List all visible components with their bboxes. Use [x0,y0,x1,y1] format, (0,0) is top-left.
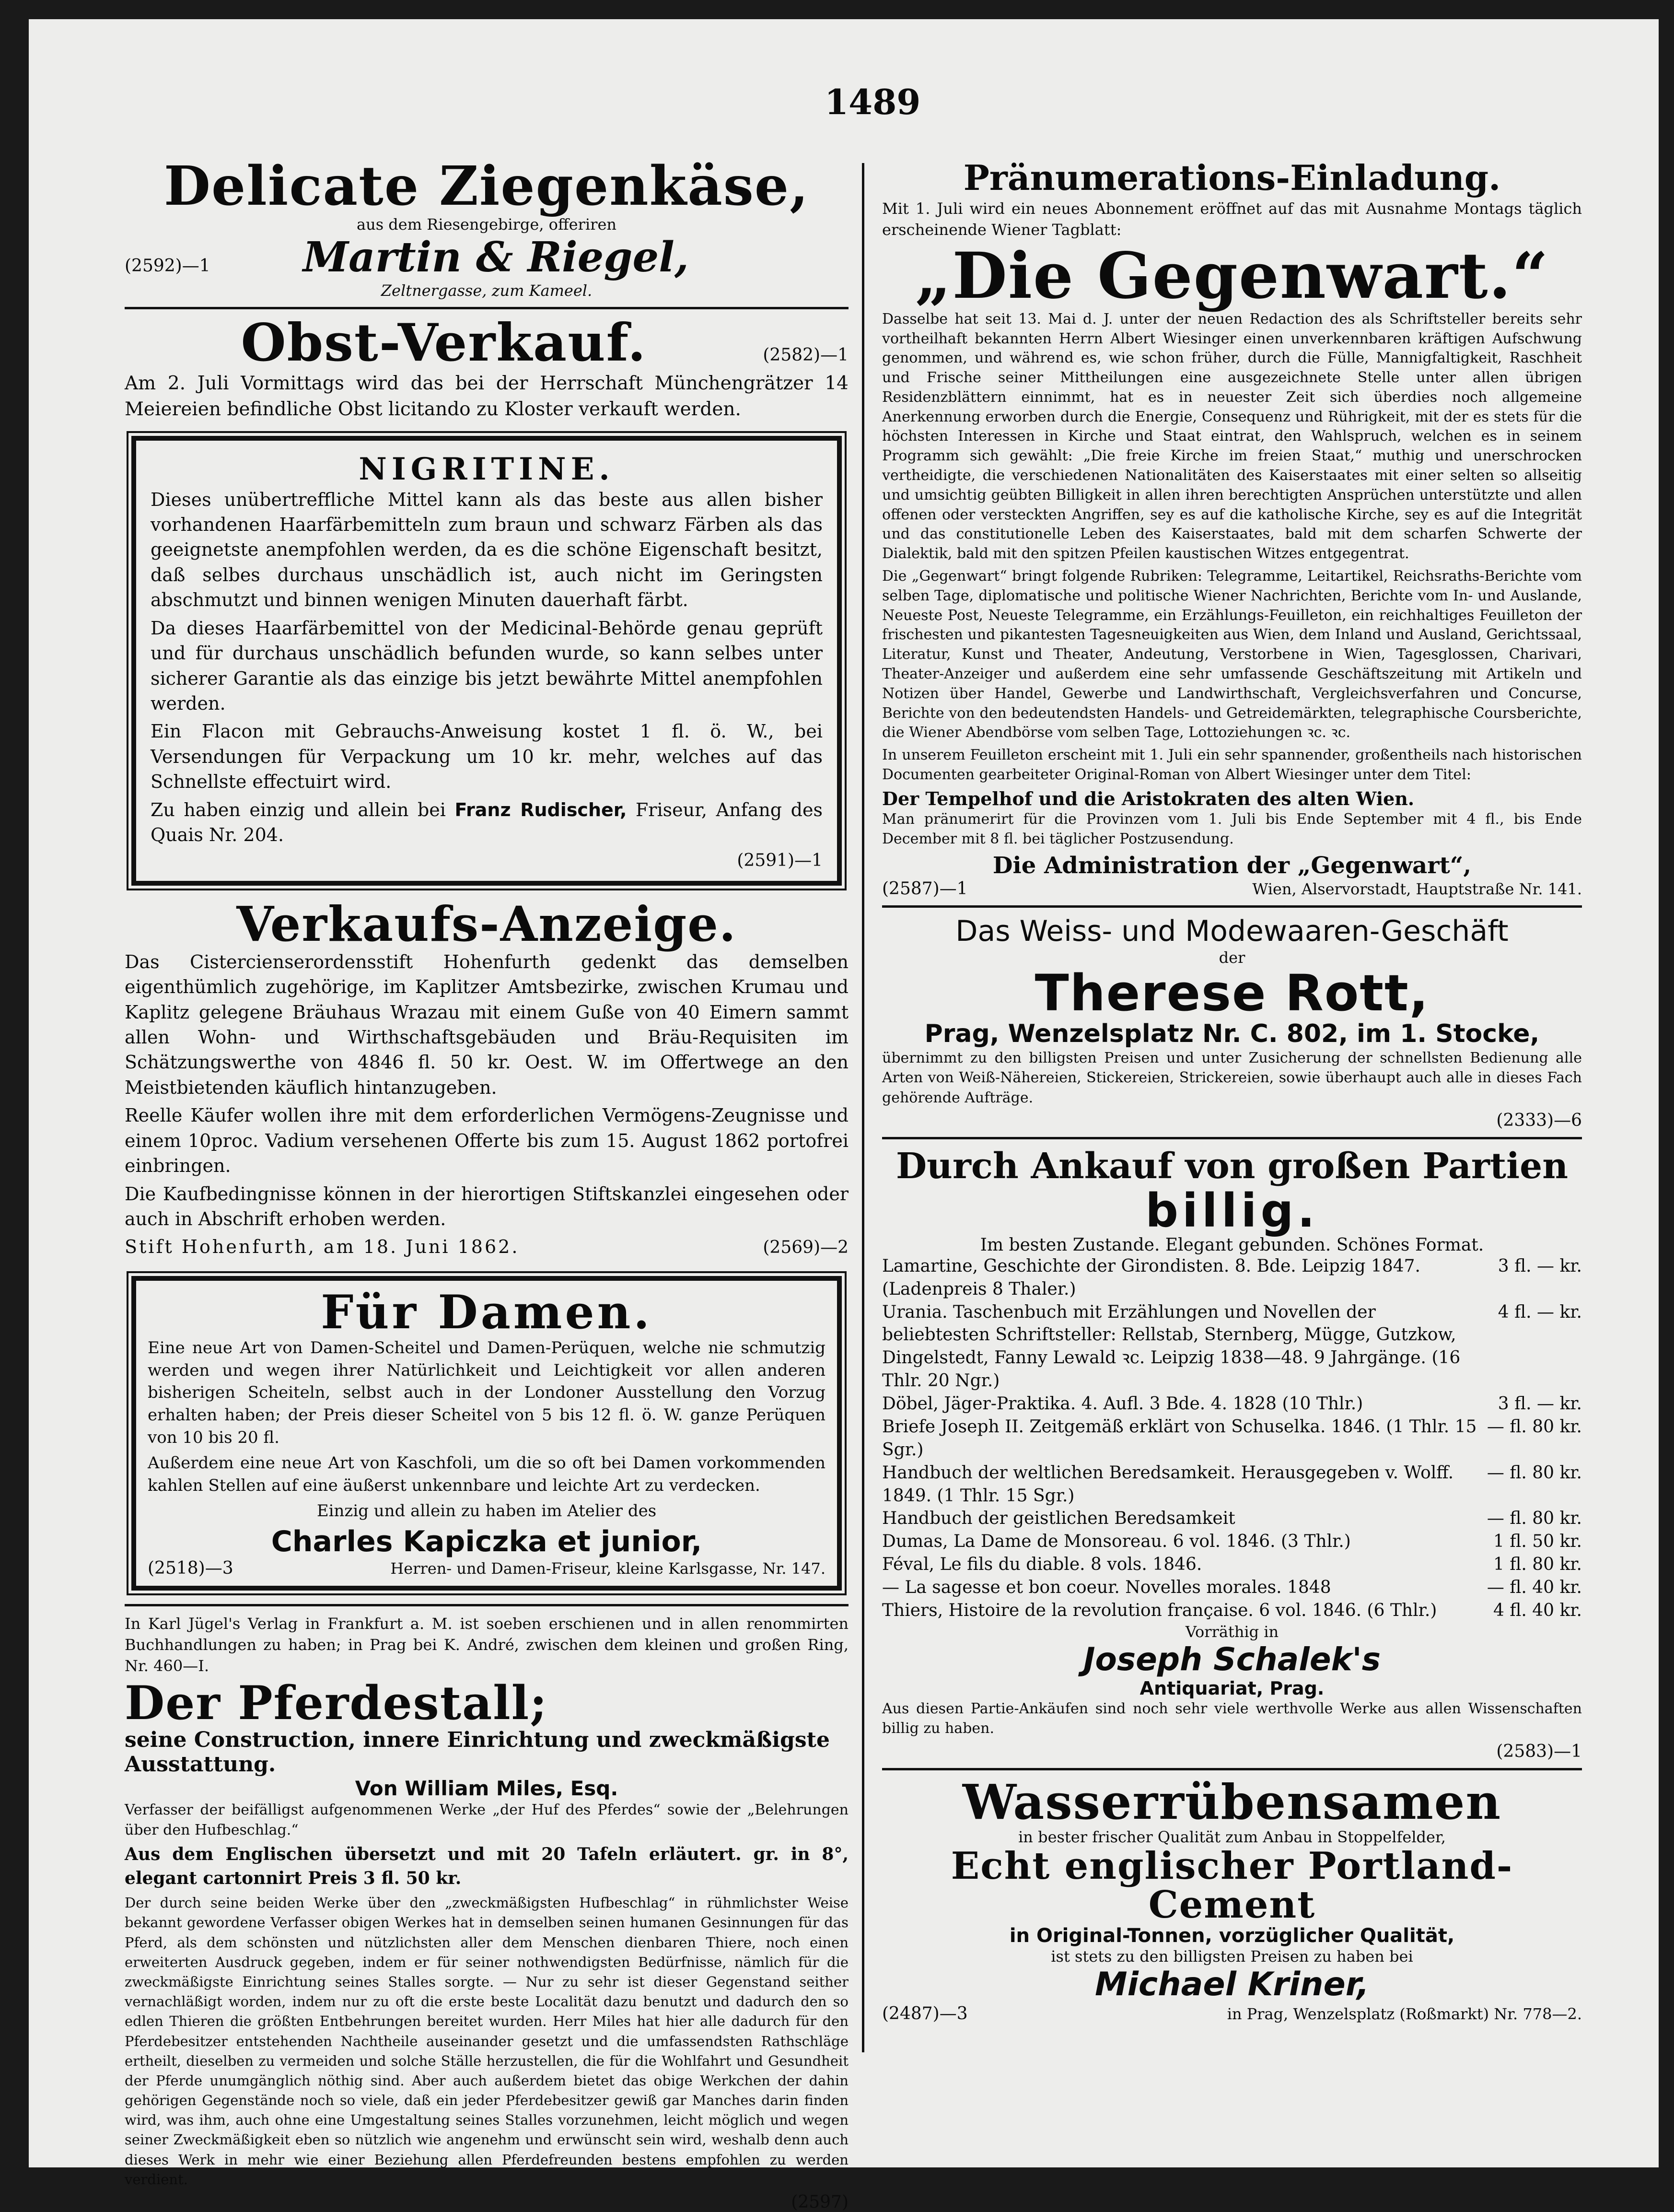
ad-ref: (2583)—1 [1496,1741,1582,1761]
ad-text: Friseur, Anfang des Quais Nr. 204. [151,799,823,846]
book-entry [882,1416,1582,1462]
ad-line: in bester frischer Qualität zum Anbau in Stoppelfelder, [1018,1827,1446,1846]
ad-title: Für Damen. [321,1285,652,1339]
ad-firm: Therese Rott, [1035,963,1430,1022]
ad-subtitle: seine Construction, innere Einrichtung und zweckmäßigste Ausstattung. [125,1728,830,1777]
ad-ref: (2333)—6 [1496,1110,1582,1130]
ad-firm: Michael Kriner, [1094,1966,1370,2004]
ad-firm: Charles Kapiczka et junior, [271,1524,702,1558]
ad-paragraph: Dasselbe hat seit 13. Mai d. J. unter der neuen Redaction des als Schriftsteller bereits sehr vortheilhaft bekannten Herrn Albert Wiesinger einen unverkennbaren kräftigen Aufschwung genommen, und während es, wie schon früher, durch die Fülle, Mannigfaltigkeit, Raschheit und Frische seiner Mittheilungen eine ausgezeichnete Stelle unter allen übrigen Residenzblättern einnimmt, hat es in neuester Zeit sich überdies noch allgemeine Anerkennung erworben durch die Energie, Consequenz und Rührigkeit, mit der es stets für die höchsten Interessen in Kirche und Staat eintrat, den Wahlspruch, welchen es in seinem Programm sich gewählt: „Die freie Kirche im freien Staat,“ muthig und unerschrocken vertheidigte, die verschiedenen Nationalitäten des Kaiserstaates mit einer selten so allseitig und umsichtig geübten Billigkeit in allen ihren berechtigten Ansprüchen unterstützte und allen offenen oder versteckten Angriffen, sey es auf die katholische Kirche, sey es auf die Integrität und das constitutionelle Leben des Kaiserstaates, bald mit dem scharfen Schwerte der Dialektik, bald mit den spitzen Pfeilen kaustischen Witzes entgegentrat. [882,310,1582,562]
ad-paragraph: Man pränumerirt für die Provinzen vom 1. Juli bis Ende September mit 4 fl., bis Ende December mit 8 fl. bei täglicher Postzusendung. [882,810,1582,848]
ad-address: Wien, Alservorstadt, Hauptstraße Nr. 141. [1252,879,1582,898]
ad-title: Verkaufs-Anzeige. [236,895,737,952]
book-title: Döbel, Jäger-Praktika. 4. Aufl. 3 Bde. 4. 1828 (10 Thlr.) [882,1394,1363,1414]
ad-paragraph: Reelle Käufer wollen ihre mit dem erforderlichen Vermögens-Zeugnisse und einem 10proc. Vadium versehenen Offerte bis zum 15. August 1862 portofrei einbringen. [125,1105,849,1177]
ad-paragraph: Da dieses Haarfärbemittel von der Medicinal-Behörde genau geprüft und für durchaus unschädlich befunden wurde, so kann selbes unter sicherer Garantie als das einzige bis jetzt bewährte Mittel anempfohlen werden. [151,617,823,714]
ad-title: Durch Ankauf von großen Partien [895,1145,1569,1187]
ad-paragraph: Einzig und allein zu haben im Atelier des [316,1501,657,1521]
book-title: Handbuch der weltlichen Beredsamkeit. Herausgegeben v. Wolff. 1849. (1 Thlr. 15 Sgr.) [882,1463,1454,1506]
ad-paragraph: Außerdem eine neue Art von Kaschfoli, um die so oft bei Damen vorkommenden kahlen Stellen auf eine äußerst unkennbare und leichte Art zu verdecken. [148,1453,825,1496]
book-price: — fl. 80 kr. [1487,1463,1582,1483]
divider [125,1604,849,1606]
ad-der: der [1219,948,1245,967]
ad-signature: Stift Hohenfurth, am 18. Juni 1862. [125,1236,520,1258]
ad-firm: Franz Rudischer, [454,799,627,820]
ad-paragraph: Eine neue Art von Damen-Scheitel und Damen-Perüquen, welche nie schmutzig werden und wegen ihrer Natürlichkeit und Leichtigkeit vor allen anderen bisherigen Scheiteln, selbst auch in der Londoner Ausstellung den Vorzug erhalten haben; der Preis dieser Scheitel von 5 bis 12 fl. ö. W. ganze Perüquen von 10 bis 20 fl. [148,1338,825,1448]
divider [882,1768,1582,1770]
book-list [882,1255,1582,1622]
ad-firm-sub: Antiquariat, Prag. [1139,1677,1325,1699]
book-price: 3 fl. — kr. [1498,1256,1582,1276]
ad-text: übernimmt zu den billigsten Preisen und unter Zusicherung der schnellsten Bedienung alle Arten von Weiß-Nähereien, Stickereien, Strickereien, sowie überhaupt auch alle in dieses Fach gehörende Aufträge. [882,1049,1582,1106]
ad-ref: (2487)—3 [882,2003,968,2024]
book-entry [882,1576,1582,1599]
book-entry [882,1507,1582,1530]
book-title: Lamartine, Geschichte der Girondisten. 8. Bde. Leipzig 1847. (Ladenpreis 8 Thaler.) [882,1256,1420,1299]
book-price: 4 fl. — kr. [1498,1302,1582,1322]
book-entry [882,1530,1582,1553]
book-price: 1 fl. 80 kr. [1493,1555,1582,1575]
divider [882,1137,1582,1139]
ad-obst-verkauf [125,313,849,422]
ad-address: Zeltnergasse, zum Kameel. [381,281,593,300]
ad-therese-rott [882,914,1582,1130]
ad-antiquariat [882,1146,1582,1761]
newspaper-name: „Die Gegenwart.“ [915,239,1549,314]
ad-ref: (2569)—2 [763,1238,849,1258]
ad-verkaufs-anzeige [125,895,849,1263]
book-entry [882,1462,1582,1508]
left-column [125,155,849,2212]
ad-title: Das Weiss- und Modewaaren-Geschäft [955,914,1509,948]
book-entry [882,1255,1582,1301]
ad-address: Herren- und Damen-Friseur, kleine Karlsgasse, Nr. 147. [390,1559,825,1578]
ad-subtitle: Im besten Zustande. Elegant gebunden. Schönes Format. [980,1235,1484,1255]
book-price: — fl. 80 kr. [1487,1509,1582,1529]
ad-title: Der Pferdestall; [125,1676,548,1731]
book-title: Urania. Taschenbuch mit Erzählungen und Novellen der beliebtesten Schriftsteller: Rellstab, Sternberg, Mügge, Gutzkow, Dingelstedt, Fanny Lewald ꝛc. Leipzig 1838—48. 9 Jahrgänge. (16 Thlr. 20 Ngr.) [882,1302,1461,1391]
ad-firm: Joseph Schalek's [1083,1640,1381,1678]
ad-ref: (2587)—1 [882,878,968,899]
ad-paragraph: In unserem Feuilleton erscheint mit 1. Juli ein sehr spannender, großentheils nach historischen Documenten gearbeiteter Original-Roman von Albert Wiesinger unter dem Titel: [882,747,1582,784]
ad-paragraph: Die Kaufbedingnisse können in der hierortigen Stiftskanzlei eingesehen oder auch in Abschrift erhoben werden. [125,1183,849,1229]
ad-title: billig. [1145,1184,1319,1238]
ad-ref: (2592)—1 [125,256,210,276]
ad-paragraph: Das Cistercienserordensstift Hohenfurth gedenkt das demselben eigenthümlich zugehörige, im Kaplitzer Amtsbezirke, zwischen Krumau und Kaplitz gelegene Bräuhaus Wrazau mit einem Guße von 40 Eimern sammt allen Wohn- und Wirthschaftsgebäuden und Bräu-Requisiten im Schätzungswerthe von 4846 fl. 50 kr. Oest. W. im Offertwege an den Meistbietenden käuflich hintanzugeben. [125,951,849,1098]
ad-note: Aus diesen Partie-Ankäufen sind noch sehr viele werthvolle Werke aus allen Wissenschaften billig zu haben. [882,1700,1582,1737]
ad-ziegenkaese [125,155,849,300]
right-column [882,158,1582,2052]
ad-paragraph: Die „Gegenwart“ bringt folgende Rubriken: Telegramme, Leitartikel, Reichsraths-Berichte vom selben Tage, diplomatische und politische Wiener Nachrichten, Berichte vom In- und Auslande, Neueste Post, Neueste Telegramme, ein Erzählungs-Feuilleton, ein reichhaltiges Feuilleton der frischesten und pikantesten Tagesneuigkeiten aus Wien, dem Inland und Ausland, Gerichtssaal, Literatur, Kunst und Theater, Andeutung, Verstorbene in Wien, Tagesglossen, Charivari, Theater-Anzeiger und außerdem eine sehr umfassende Geschäftszeitung mit Artikeln und Notizen über Handel, Gewerbe und Landwirthschaft, Vergleichsverfahren und Concurse, Berichte von den bedeutendsten Handels- und Getreidemärkten, telegraphische Coursberichte, die Wiener Abendbörse vom selben Tage, Lottoziehungen ꝛc. ꝛc. [882,568,1582,741]
ad-line: aus dem Riesengebirge, offeriren [357,215,616,234]
ad-nigritine [131,436,842,886]
book-entry [882,1301,1582,1393]
divider [125,307,849,309]
newspaper-page [29,19,1659,2212]
ad-title: Wasserrübensamen [962,1773,1502,1830]
book-price: 4 fl. 40 kr. [1493,1600,1582,1620]
ad-translation: Aus dem Englischen übersetzt und mit 20 Tafeln erläutert. gr. in 8°, elegant cartonnirt Preis 3 fl. 50 kr. [125,1844,849,1888]
book-price: — fl. 80 kr. [1487,1416,1582,1437]
ad-title: NIGRITINE. [359,451,615,487]
ad-address: in Prag, Wenzelsplatz (Roßmarkt) Nr. 778—2. [1227,2004,1582,2023]
ad-paragraph: Ein Flacon mit Gebrauchs-Anweisung kostet 1 fl. ö. W., bei Versendungen für Verpackung um 10 kr. mehr, welches auf das Schnellste effectuirt wird. [151,721,823,793]
ad-intro: In Karl Jügel's Verlag in Frankfurt a. M. ist soeben erschienen und in allen renommirten Buchhandlungen zu haben; in Prag bei K. André, zwischen dem kleinen und großen Ring, Nr. 460—I. [125,1614,849,1675]
ad-ref: (2591)—1 [737,850,823,870]
book-title: Briefe Joseph II. Zeitgemäß erklärt von Schuselka. 1846. (1 Thlr. 15 Sgr.) [882,1416,1477,1460]
book-entry [882,1393,1582,1416]
ad-ref: (2518)—3 [148,1558,233,1578]
ad-intro: Mit 1. Juli wird ein neues Abonnement eröffnet auf das mit Ausnahme Montags täglich erscheinende Wiener Tagblatt: [882,199,1582,239]
book-title: — La sagesse et bon coeur. Novelles morales. 1848 [882,1578,1331,1598]
book-title: Dumas, La Dame de Monsoreau. 6 vol. 1846. (3 Thlr.) [882,1532,1351,1552]
ad-title: Echt englischer Portland-Cement [951,1844,1513,1927]
ad-text: Zu haben einzig und allein bei [151,799,446,820]
book-title: Handbuch der geistlichen Beredsamkeit [882,1509,1235,1529]
ad-paragraph: Dieses unübertreffliche Mittel kann als das beste aus allen bisher vorhandenen Haarfärbemitteln zum braun und schwarz Färben als das geeignetste anempfohlen werden, da es die schöne Eigenschaft besitzt, daß selbes durchaus unschädlich ist, auch nicht im Geringsten abschmutzt und binnen wenigen Minuten dauerhaft färbt. [151,489,823,611]
novel-title: Der Tempelhof und die Aristokraten des alten Wien. [882,787,1415,809]
column-divider [862,163,864,2052]
ad-title: Obst-Verkauf. [241,313,647,374]
ad-fuer-damen [131,1276,842,1591]
book-price: — fl. 40 kr. [1487,1578,1582,1598]
ad-author: Von William Miles, Esq. [355,1777,618,1801]
book-price: 3 fl. — kr. [1498,1394,1582,1414]
ad-line: in Original-Tonnen, vorzüglicher Qualität, [1009,1925,1455,1947]
book-title: Féval, Le fils du diable. 8 vols. 1846. [882,1555,1202,1575]
ad-title: Pränumerations-Einladung. [963,157,1501,198]
ad-firm: Martin & Riegel, [302,233,689,281]
ad-author-note: Verfasser der beifälligst aufgenommenen Werke „der Huf des Pferdes“ sowie der „Belehrungen über den Hufbeschlag.“ [125,1802,849,1838]
ad-pferdestall [125,1613,849,2212]
ad-praenumeration [882,158,1582,899]
ad-paragraph [151,797,823,848]
ad-body: Der durch seine beiden Werke über den „zweckmäßigsten Hufbeschlag“ in rühmlichster Weise bekannt gewordene Verfasser obigen Werkes hat in demselben seinen humanen Gesinnungen für das Pferd, als dem schönsten und nützlichsten aller dem Menschen dienbaren Thiere, noch einen erweiterten Ausdruck gegeben, indem er für seiner nothwendigsten Bedürfnisse, nämlich für die zweckmäßigste Einrichtung seines Stalles sorgte. — Nur zu sehr ist dieser Gegenstand seither vernachläßigt worden, indem nur zu oft die erste beste Localität dazu benutzt und dadurch den so edlen Thieren die größten Entbehrungen bereitet wurden. Herr Miles hat hier alle dadurch für den Pferdebesitzer entstehenden Nachtheile auseinander gesetzt und die umfassendsten Rathschläge ertheilt, dieselben zu vermeiden und solche Ställe herzustellen, die für die Wohlfahrt und Gesundheit der Pferde unumgänglich nöthig sind. Aber auch außerdem bietet das obige Werkchen der dahin gehörigen Gegenstände noch so viele, daß ein jeder Pferdebesitzer gewiß gar Manches darin finden wird, was ihm, auch ohne eine Umgestaltung seines Stalles vorzunehmen, leicht möglich und wegen seiner Zweckmäßigkeit eben so nützlich wie angenehm und erwünscht sein wird, weshalb denn auch dieses Werk in mehr wie einer Beziehung allen Pferdefreunden bestens empfohlen zu werden verdient. [125,1895,849,2188]
ad-ref: (2582)—1 [763,345,849,365]
book-entry [882,1553,1582,1576]
divider [882,905,1582,908]
ad-text: Am 2. Juli Vormittags wird das bei der Herrschaft Münchengrätzer 14 Meiereien befindliche Obst licitando zu Kloster verkauft werden. [125,372,849,420]
ad-ref: (2597) [791,2192,849,2212]
book-entry [882,1599,1582,1622]
ad-admin: Die Administration der „Gegenwart“, [992,852,1472,879]
ad-title: Delicate Ziegenkäse, [163,155,810,218]
ad-kriner [882,1773,1582,2024]
ad-address: Prag, Wenzelsplatz Nr. C. 802, im 1. Stocke, [924,1019,1540,1048]
ad-vorraethig: Vorräthig in [1185,1622,1279,1641]
book-title: Thiers, Histoire de la revolution française. 6 vol. 1846. (6 Thlr.) [882,1600,1437,1620]
page-number: 1489 [825,82,921,122]
book-price: 1 fl. 50 kr. [1493,1532,1582,1552]
ad-line: ist stets zu den billigsten Preisen zu haben bei [1051,1947,1413,1966]
